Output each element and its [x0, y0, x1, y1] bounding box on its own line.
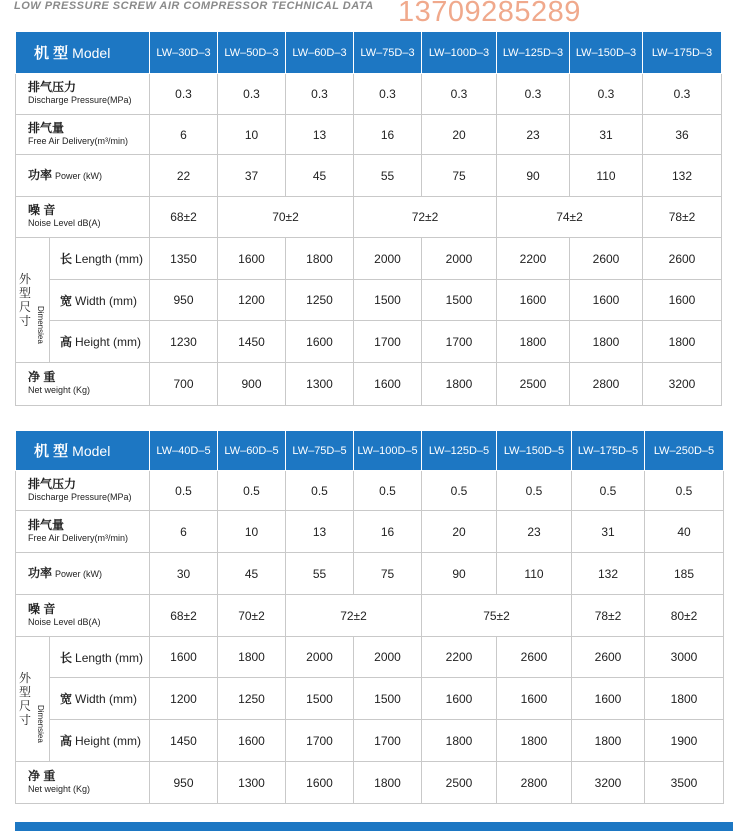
- delivery-value: 20: [422, 115, 497, 155]
- noise-value: 78±2: [572, 595, 645, 637]
- model-name: LW–150D–5: [497, 431, 572, 471]
- delivery-value: 10: [218, 115, 286, 155]
- height-value: 1600: [286, 321, 354, 363]
- power-value: 30: [150, 553, 218, 595]
- model-name: LW–175D–5: [572, 431, 645, 471]
- delivery-row: [16, 511, 724, 553]
- table-header-row: [16, 32, 722, 74]
- noise-row: [16, 197, 722, 238]
- power-value: 185: [645, 553, 724, 595]
- dim-char: 寸: [19, 713, 32, 727]
- noise-label: 噪 音 Noise Level dB(A): [16, 595, 150, 637]
- length-value: 2600: [643, 238, 722, 280]
- delivery-value: 23: [497, 511, 572, 553]
- weight-value: 950: [150, 762, 218, 804]
- width-value: 1500: [354, 678, 422, 720]
- pressure-value: 0.3: [150, 74, 218, 115]
- power-value: 132: [643, 155, 722, 197]
- width-value: 1500: [354, 280, 422, 321]
- weight-value: 3500: [645, 762, 724, 804]
- height-value: 1800: [643, 321, 722, 363]
- length-value: 2000: [422, 238, 497, 280]
- table-header-row: [16, 431, 724, 471]
- model-name: LW–250D–5: [645, 431, 724, 471]
- length-value: 1800: [218, 637, 286, 678]
- length-value: 2200: [422, 637, 497, 678]
- dim-char: 尺: [19, 699, 32, 713]
- next-table-header-strip: [15, 822, 733, 831]
- dimensions-label: [16, 637, 50, 762]
- dimensions-en: Dimensiea: [36, 705, 45, 743]
- height-value: 1700: [286, 720, 354, 762]
- noise-value: 70±2: [218, 595, 286, 637]
- pressure-value: 0.3: [286, 74, 354, 115]
- width-value: 1600: [422, 678, 497, 720]
- width-value: 1800: [645, 678, 724, 720]
- spec-table-3bar: [15, 31, 722, 406]
- width-value: 1600: [497, 678, 572, 720]
- weight-row: [16, 363, 722, 406]
- width-value: 1600: [570, 280, 643, 321]
- height-value: 1600: [218, 720, 286, 762]
- delivery-value: 20: [422, 511, 497, 553]
- model-name: LW–40D–5: [150, 431, 218, 471]
- weight-label: 净 重 Net weight (Kg): [16, 363, 150, 406]
- height-value: 1900: [645, 720, 724, 762]
- width-value: 1500: [286, 678, 354, 720]
- width-value: 1600: [643, 280, 722, 321]
- model-name: LW–100D–5: [354, 431, 422, 471]
- model-name: LW–100D–3: [422, 32, 497, 74]
- width-value: 1200: [218, 280, 286, 321]
- dim-char: 外: [19, 671, 32, 685]
- power-value: 75: [422, 155, 497, 197]
- pressure-label: 排气压力 Discharge Pressure(MPa): [16, 471, 150, 511]
- width-value: 1600: [497, 280, 570, 321]
- width-row: [16, 678, 724, 720]
- length-label: 长 Length (mm): [50, 238, 150, 280]
- weight-value: 2500: [422, 762, 497, 804]
- pressure-value: 0.3: [422, 74, 497, 115]
- delivery-value: 23: [497, 115, 570, 155]
- height-value: 1800: [570, 321, 643, 363]
- model-header-cell: [16, 431, 150, 471]
- noise-value: 75±2: [422, 595, 572, 637]
- weight-value: 700: [150, 363, 218, 406]
- noise-row: [16, 595, 724, 637]
- pressure-label: 排气压力 Discharge Pressure(MPa): [16, 74, 150, 115]
- noise-value: 72±2: [286, 595, 422, 637]
- width-value: 950: [150, 280, 218, 321]
- delivery-label: 排气量 Free Air Delivery(m³/min): [16, 115, 150, 155]
- length-value: 1600: [150, 637, 218, 678]
- noise-value: 78±2: [643, 197, 722, 238]
- pressure-value: 0.3: [354, 74, 422, 115]
- phone-number: 13709285289: [398, 0, 581, 28]
- model-name: LW–50D–3: [218, 32, 286, 74]
- pressure-value: 0.5: [422, 471, 497, 511]
- weight-value: 1600: [286, 762, 354, 804]
- pressure-value: 0.5: [218, 471, 286, 511]
- height-row: [16, 321, 722, 363]
- dim-char: 型: [19, 685, 32, 699]
- width-value: 1600: [572, 678, 645, 720]
- power-row: [16, 155, 722, 197]
- power-row: [16, 553, 724, 595]
- height-value: 1800: [497, 720, 572, 762]
- length-row: [16, 238, 722, 280]
- dim-char: 寸: [19, 314, 32, 328]
- delivery-value: 13: [286, 115, 354, 155]
- length-label: 长 Length (mm): [50, 637, 150, 678]
- height-value: 1700: [354, 720, 422, 762]
- noise-value: 72±2: [354, 197, 497, 238]
- weight-value: 900: [218, 363, 286, 406]
- delivery-row: [16, 115, 722, 155]
- width-value: 1250: [218, 678, 286, 720]
- model-name: LW–75D–5: [286, 431, 354, 471]
- weight-value: 1600: [354, 363, 422, 406]
- length-value: 2000: [286, 637, 354, 678]
- noise-value: 80±2: [645, 595, 724, 637]
- power-value: 75: [354, 553, 422, 595]
- length-value: 2600: [572, 637, 645, 678]
- pressure-value: 0.3: [570, 74, 643, 115]
- delivery-label: 排气量 Free Air Delivery(m³/min): [16, 511, 150, 553]
- pressure-value: 0.5: [572, 471, 645, 511]
- power-value: 37: [218, 155, 286, 197]
- height-value: 1700: [422, 321, 497, 363]
- power-value: 90: [422, 553, 497, 595]
- delivery-value: 16: [354, 115, 422, 155]
- height-value: 1800: [572, 720, 645, 762]
- weight-value: 1800: [422, 363, 497, 406]
- length-value: 1350: [150, 238, 218, 280]
- noise-value: 68±2: [150, 595, 218, 637]
- weight-value: 3200: [643, 363, 722, 406]
- pressure-value: 0.5: [286, 471, 354, 511]
- document-title: LOW PRESSURE SCREW AIR COMPRESSOR TECHNICAL DATA: [14, 0, 374, 12]
- model-name: LW–30D–3: [150, 32, 218, 74]
- model-name: LW–150D–3: [570, 32, 643, 74]
- height-value: 1800: [497, 321, 570, 363]
- dim-char: 型: [19, 286, 32, 300]
- length-value: 2200: [497, 238, 570, 280]
- model-name: LW–60D–3: [286, 32, 354, 74]
- power-value: 110: [570, 155, 643, 197]
- pressure-value: 0.5: [645, 471, 724, 511]
- length-value: 3000: [645, 637, 724, 678]
- length-value: 2600: [497, 637, 572, 678]
- pressure-value: 0.3: [643, 74, 722, 115]
- height-row: [16, 720, 724, 762]
- model-label-cn: 机 型: [34, 443, 69, 460]
- dimensions-en: Dimensiea: [36, 306, 45, 344]
- model-label-en: Model: [72, 443, 111, 459]
- dimensions-label: [16, 238, 50, 363]
- width-label: 宽 Width (mm): [50, 678, 150, 720]
- delivery-value: 36: [643, 115, 722, 155]
- weight-value: 1300: [218, 762, 286, 804]
- length-value: 2600: [570, 238, 643, 280]
- width-value: 1250: [286, 280, 354, 321]
- power-value: 45: [218, 553, 286, 595]
- delivery-value: 31: [570, 115, 643, 155]
- noise-label: 噪 音 Noise Level dB(A): [16, 197, 150, 238]
- height-label: 高 Height (mm): [50, 720, 150, 762]
- power-value: 45: [286, 155, 354, 197]
- width-row: [16, 280, 722, 321]
- width-value: 1200: [150, 678, 218, 720]
- height-value: 1800: [422, 720, 497, 762]
- weight-value: 1800: [354, 762, 422, 804]
- model-label-en: Model: [72, 45, 111, 61]
- noise-value: 68±2: [150, 197, 218, 238]
- model-name: LW–125D–5: [422, 431, 497, 471]
- weight-value: 1300: [286, 363, 354, 406]
- pressure-row: [16, 471, 724, 511]
- height-label: 高 Height (mm): [50, 321, 150, 363]
- weight-value: 3200: [572, 762, 645, 804]
- weight-row: [16, 762, 724, 804]
- height-value: 1450: [150, 720, 218, 762]
- length-row: [16, 637, 724, 678]
- delivery-value: 16: [354, 511, 422, 553]
- power-label: 功率 Power (kW): [16, 155, 150, 197]
- model-label-cn: 机 型: [34, 45, 69, 62]
- length-value: 1800: [286, 238, 354, 280]
- height-value: 1700: [354, 321, 422, 363]
- power-value: 110: [497, 553, 572, 595]
- pressure-row: [16, 74, 722, 115]
- noise-value: 74±2: [497, 197, 643, 238]
- delivery-value: 6: [150, 511, 218, 553]
- pressure-value: 0.5: [354, 471, 422, 511]
- delivery-value: 31: [572, 511, 645, 553]
- delivery-value: 13: [286, 511, 354, 553]
- model-name: LW–75D–3: [354, 32, 422, 74]
- width-label: 宽 Width (mm): [50, 280, 150, 321]
- weight-value: 2500: [497, 363, 570, 406]
- length-value: 2000: [354, 238, 422, 280]
- power-value: 55: [354, 155, 422, 197]
- model-header-cell: [16, 32, 150, 74]
- length-value: 1600: [218, 238, 286, 280]
- power-value: 22: [150, 155, 218, 197]
- width-value: 1500: [422, 280, 497, 321]
- pressure-value: 0.5: [497, 471, 572, 511]
- pressure-value: 0.5: [150, 471, 218, 511]
- power-value: 132: [572, 553, 645, 595]
- model-name: LW–125D–3: [497, 32, 570, 74]
- pressure-value: 0.3: [497, 74, 570, 115]
- weight-value: 2800: [497, 762, 572, 804]
- noise-value: 70±2: [218, 197, 354, 238]
- power-value: 55: [286, 553, 354, 595]
- dim-char: 尺: [19, 300, 32, 314]
- model-name: LW–175D–3: [643, 32, 722, 74]
- weight-label: 净 重 Net weight (Kg): [16, 762, 150, 804]
- power-value: 90: [497, 155, 570, 197]
- delivery-value: 6: [150, 115, 218, 155]
- delivery-value: 10: [218, 511, 286, 553]
- weight-value: 2800: [570, 363, 643, 406]
- spec-table-5bar: [15, 430, 724, 804]
- height-value: 1450: [218, 321, 286, 363]
- model-name: LW–60D–5: [218, 431, 286, 471]
- length-value: 2000: [354, 637, 422, 678]
- power-label: 功率 Power (kW): [16, 553, 150, 595]
- delivery-value: 40: [645, 511, 724, 553]
- dim-char: 外: [19, 272, 32, 286]
- height-value: 1230: [150, 321, 218, 363]
- pressure-value: 0.3: [218, 74, 286, 115]
